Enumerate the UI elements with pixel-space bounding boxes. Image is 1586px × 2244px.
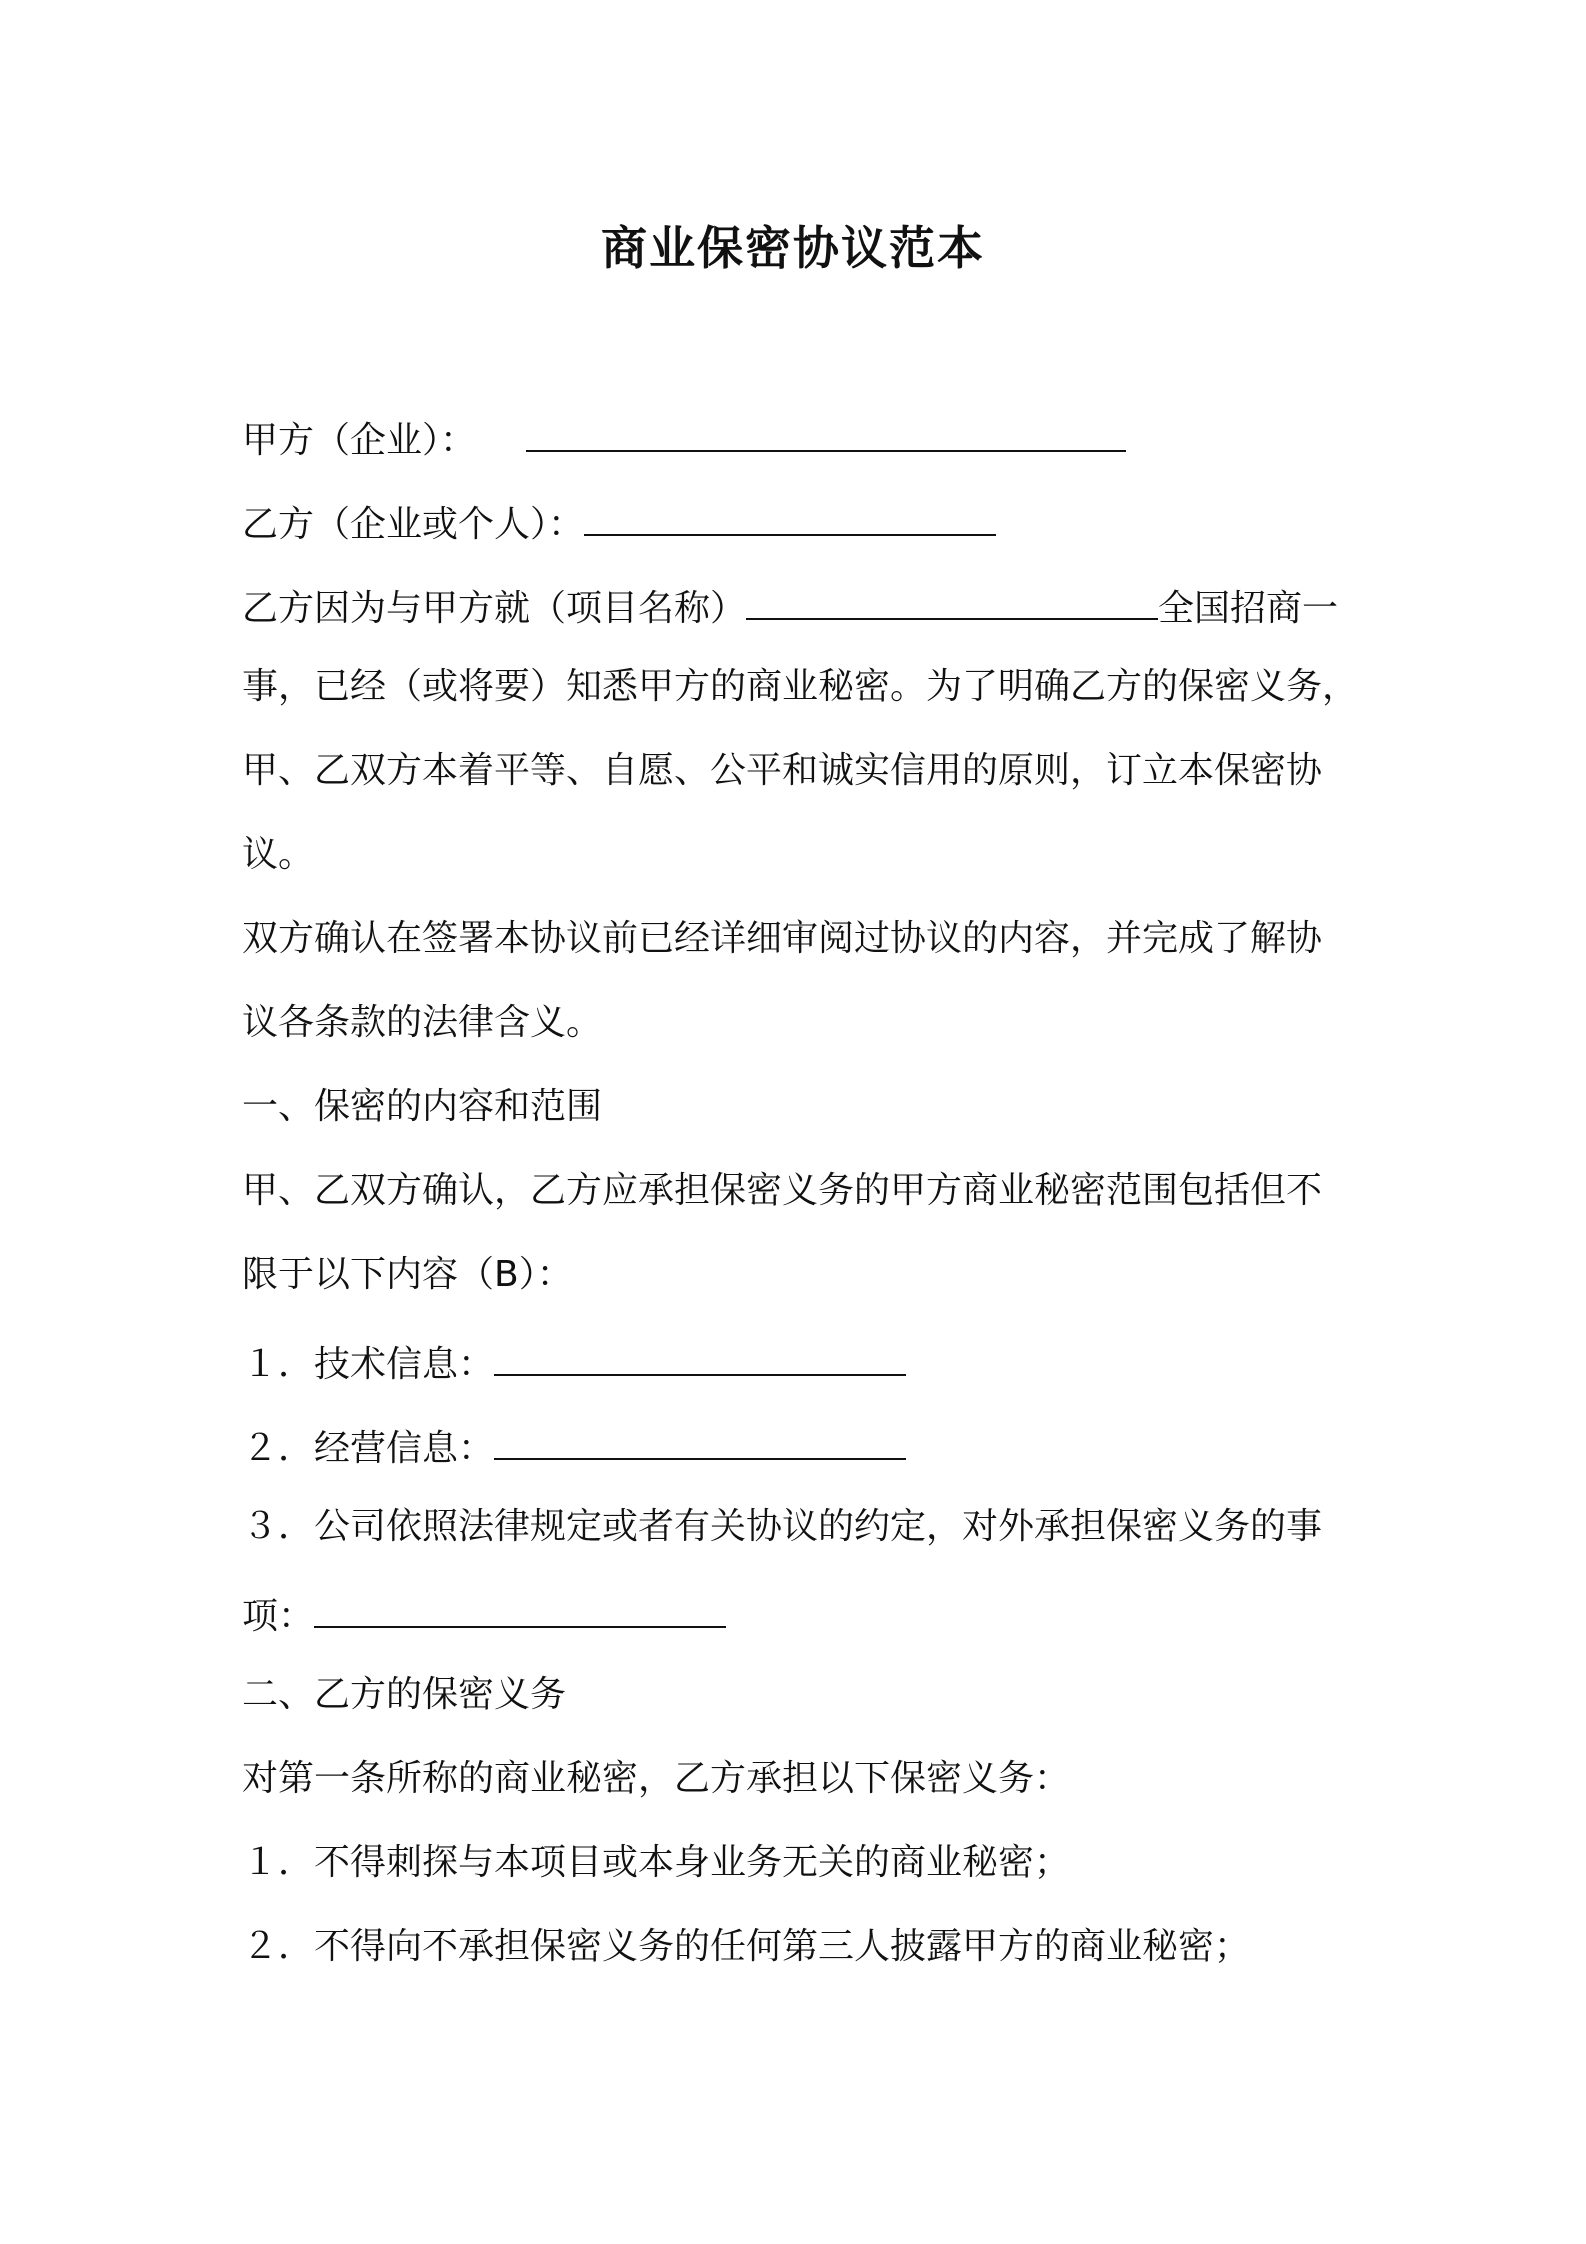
item-1-2-label: ２．经营信息： (242, 1428, 495, 1469)
section-2-heading: 二、乙方的保密义务 (242, 1674, 567, 1715)
item-1-1-label: １．技术信息： (242, 1344, 495, 1385)
document-title: 商业保密协议范本 (601, 221, 985, 275)
item-2-2: ２．不得向不承担保密义务的任何第三人披露甲方的商业秘密； (242, 1926, 1251, 1967)
confirm-line-2: 议各条款的法律含义。 (242, 1002, 603, 1043)
confirm-line-1: 双方确认在签署本协议前已经详细审阅过协议的内容，并完成了解协 (242, 918, 1323, 959)
section-1-heading: 一、保密的内容和范围 (242, 1086, 603, 1127)
party-a-blank[interactable] (526, 410, 1126, 452)
party-a-line (242, 410, 1126, 466)
intro-line-1 (242, 578, 1338, 634)
section-2-intro: 对第一条所称的商业秘密，乙方承担以下保密义务： (242, 1758, 1071, 1799)
item-1-3-line-2 (242, 1586, 726, 1642)
item-1-3-label: 项： (242, 1596, 315, 1637)
party-b-line (242, 494, 996, 550)
party-a-label: 甲方（企业）： (242, 420, 477, 461)
business-info-blank[interactable] (494, 1418, 906, 1460)
project-name-blank[interactable] (746, 578, 1158, 620)
item-1-3-line-1: ３．公司依照法律规定或者有关协议的约定，对外承担保密义务的事 (242, 1506, 1323, 1547)
technical-info-blank[interactable] (494, 1334, 906, 1376)
intro-line-1-post: 全国招商一 (1158, 588, 1339, 629)
party-b-blank[interactable] (584, 494, 996, 536)
item-1-1-line (242, 1334, 906, 1390)
intro-line-3: 甲、乙双方本着平等、自愿、公平和诚实信用的原则，订立本保密协 (242, 750, 1323, 791)
party-b-label: 乙方（企业或个人）： (242, 504, 585, 545)
intro-line-1-pre: 乙方因为与甲方就（项目名称） (242, 588, 747, 629)
section-1-line-1: 甲、乙双方确认，乙方应承担保密义务的甲方商业秘密范围包括但不 (242, 1170, 1323, 1211)
intro-line-2: 事，已经（或将要）知悉甲方的商业秘密。为了明确乙方的保密义务， (242, 666, 1359, 707)
item-2-1: １．不得刺探与本项目或本身业务无关的商业秘密； (242, 1842, 1071, 1883)
legal-matters-blank[interactable] (314, 1586, 726, 1628)
intro-line-4: 议。 (242, 834, 315, 875)
item-1-2-line (242, 1418, 906, 1474)
section-1-line-2: 限于以下内容（B）： (242, 1254, 573, 1295)
